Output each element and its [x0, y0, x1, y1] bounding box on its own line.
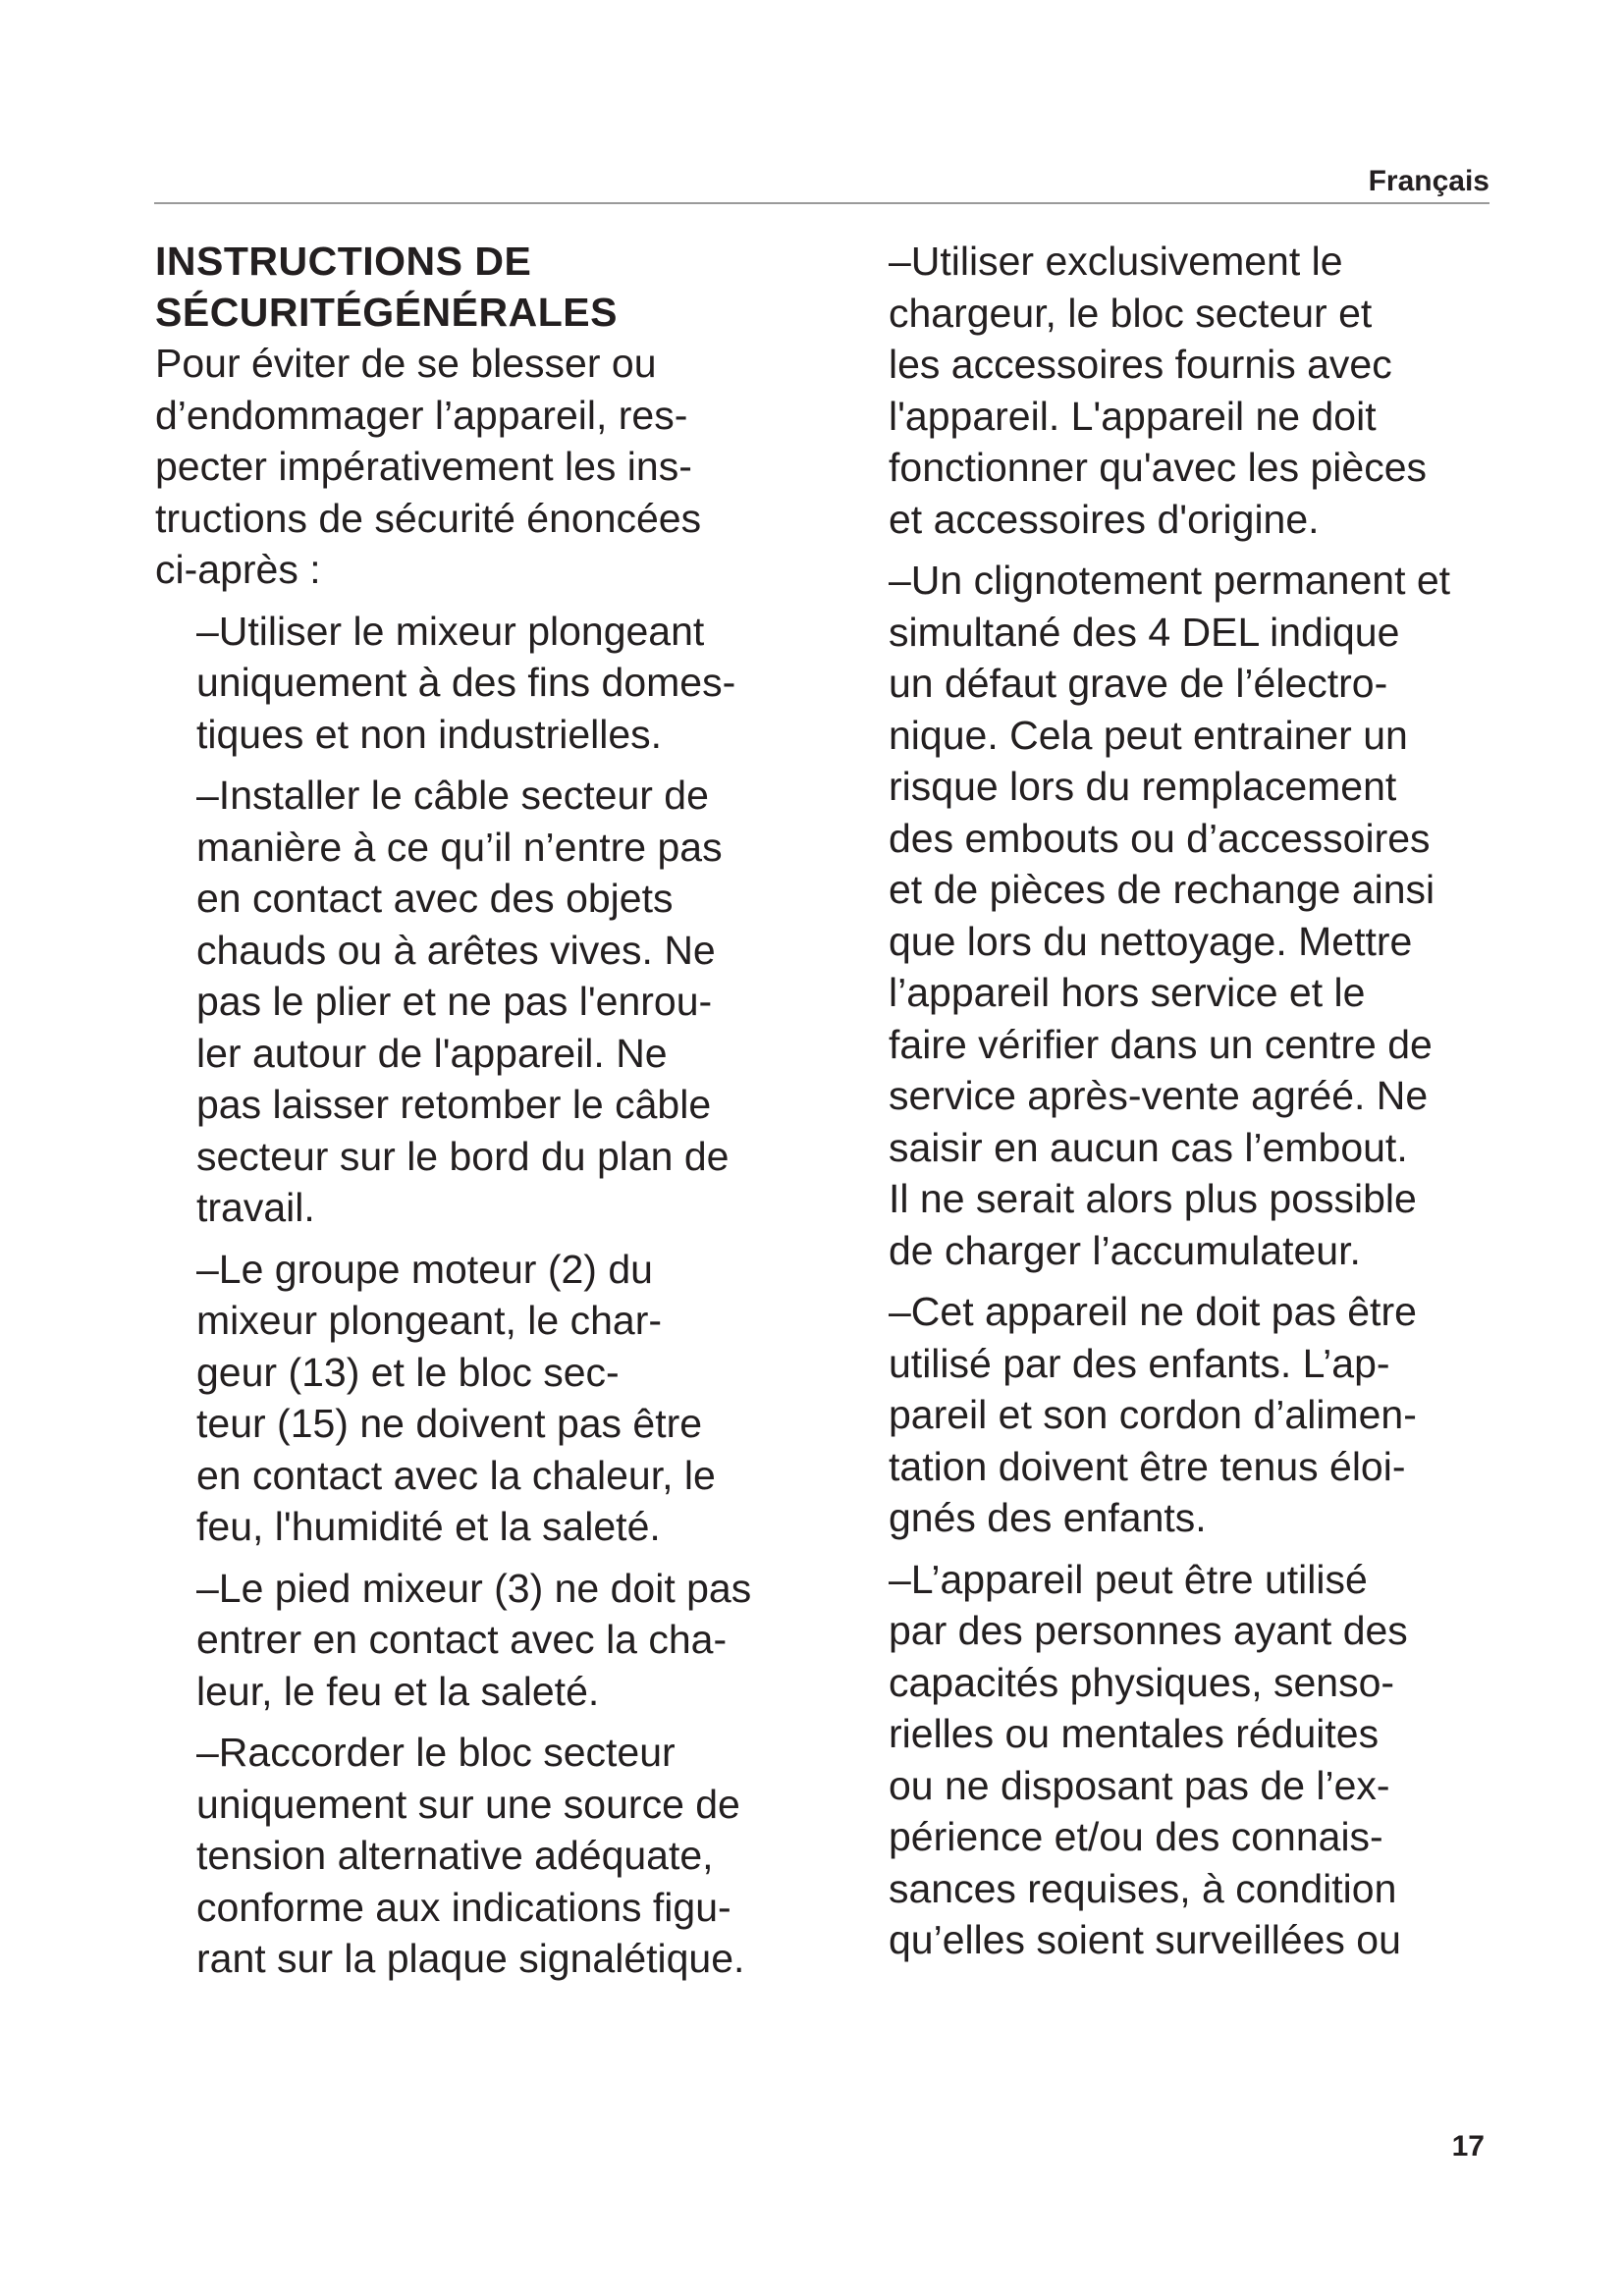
- text-line: secteur sur le bord du plan de: [196, 1133, 730, 1179]
- text-line: pecter impérativement les ins-: [155, 444, 692, 489]
- text-line: chargeur, le bloc secteur et: [889, 290, 1373, 336]
- right-items: [879, 236, 1507, 1966]
- text-line: qu’elles soient surveillées ou: [889, 1917, 1401, 1962]
- text-line: –Raccorder le bloc secteur: [196, 1730, 676, 1775]
- text-line: rielles ou mentales réduites: [889, 1711, 1380, 1756]
- text-line: ci-après :: [155, 547, 321, 592]
- text-line: tiques et non industrielles.: [196, 711, 663, 757]
- list-item: [879, 1286, 1507, 1544]
- text-line: l’appareil hors service et le: [889, 970, 1366, 1015]
- left-column: [155, 236, 833, 1995]
- text-line: par des personnes ayant des: [889, 1608, 1408, 1653]
- text-line: les accessoires fournis avec: [889, 342, 1392, 387]
- text-line: d’endommager l’appareil, res-: [155, 392, 688, 438]
- text-line: rant sur la plaque signalétique.: [196, 1936, 745, 1981]
- text-line: des embouts ou d’accessoires: [889, 815, 1431, 861]
- text-line: ou ne disposant pas de l’ex-: [889, 1762, 1390, 1808]
- text-line: pas laisser retomber le câble: [196, 1082, 712, 1127]
- text-line: de charger l’accumulateur.: [889, 1227, 1361, 1273]
- text-line: conforme aux indications figu-: [196, 1884, 731, 1930]
- text-line: ler autour de l'appareil. Ne: [196, 1030, 668, 1076]
- text-line: utilisé par des enfants. L’ap-: [889, 1340, 1390, 1386]
- text-line: tation doivent être tenus éloi-: [889, 1443, 1406, 1489]
- text-line: nique. Cela peut entrainer un: [889, 712, 1408, 758]
- text-line: gnés des enfants.: [889, 1495, 1207, 1540]
- language-header: Français: [1368, 165, 1489, 197]
- list-item: [155, 770, 833, 1234]
- text-line: –Utiliser le mixeur plongeant: [196, 608, 705, 654]
- text-line: –Le groupe moteur (2) du: [196, 1246, 653, 1292]
- list-item: [155, 1244, 833, 1553]
- list-item: [879, 236, 1507, 545]
- list-item: [879, 555, 1507, 1276]
- text-line: tructions de sécurité énoncées: [155, 495, 702, 541]
- text-line: et accessoires d'origine.: [889, 496, 1320, 542]
- text-line: entrer en contact avec la cha-: [196, 1617, 728, 1662]
- list-item: [879, 1554, 1507, 1966]
- list-item: [155, 1727, 833, 1985]
- text-line: risque lors du remplacement: [889, 764, 1397, 809]
- text-line: –Un clignotement permanent et: [889, 558, 1451, 603]
- text-line: uniquement à des fins domes-: [196, 660, 736, 705]
- page-number: 17: [1451, 2130, 1485, 2163]
- text-line: saisir en aucun cas l’embout.: [889, 1124, 1408, 1170]
- text-line: uniquement sur une source de: [196, 1781, 740, 1827]
- text-line: service après-vente agréé. Ne: [889, 1073, 1429, 1118]
- text-line: capacités physiques, senso-: [889, 1659, 1395, 1705]
- text-line: tension alternative adéquate,: [196, 1833, 714, 1878]
- text-line: –L’appareil peut être utilisé: [889, 1556, 1368, 1602]
- text-line: en contact avec des objets: [196, 876, 674, 921]
- left-items: [155, 606, 833, 1985]
- text-line: que lors du nettoyage. Mettre: [889, 918, 1413, 964]
- text-line: pas le plier et ne pas l'enrou-: [196, 979, 713, 1024]
- text-line: geur (13) et le bloc sec-: [196, 1349, 620, 1395]
- text-line: l'appareil. L'appareil ne doit: [889, 393, 1377, 439]
- text-line: fonctionner qu'avec les pièces: [889, 445, 1427, 490]
- text-line: faire vérifier dans un centre de: [889, 1021, 1433, 1067]
- text-line: –Cet appareil ne doit pas être: [889, 1289, 1417, 1334]
- list-item: [155, 1563, 833, 1718]
- text-line: chauds ou à arêtes vives. Ne: [196, 927, 716, 973]
- header-rule: [154, 202, 1489, 204]
- text-line: un défaut grave de l’électro-: [889, 661, 1388, 706]
- text-line: pareil et son cordon d’alimen-: [889, 1392, 1417, 1437]
- section-title: [155, 236, 833, 338]
- text-line: feu, l'humidité et la saleté.: [196, 1504, 661, 1549]
- title-line: SÉCURITÉGÉNÉRALES: [155, 290, 618, 335]
- text-line: Pour éviter de se blesser ou: [155, 341, 657, 386]
- text-line: en contact avec la chaleur, le: [196, 1452, 716, 1498]
- list-item: [155, 606, 833, 761]
- intro-paragraph: [155, 338, 833, 596]
- text-line: –Installer le câble secteur de: [196, 773, 709, 818]
- text-line: manière à ce qu’il n’entre pas: [196, 824, 723, 870]
- text-line: simultané des 4 DEL indique: [889, 609, 1400, 655]
- text-line: et de pièces de rechange ainsi: [889, 867, 1435, 912]
- text-line: Il ne serait alors plus possible: [889, 1176, 1417, 1221]
- text-line: –Le pied mixeur (3) ne doit pas: [196, 1565, 752, 1611]
- text-line: travail.: [196, 1185, 315, 1230]
- text-line: sances requises, à condition: [889, 1865, 1397, 1911]
- text-line: leur, le feu et la saleté.: [196, 1668, 600, 1714]
- text-line: périence et/ou des connais-: [889, 1814, 1383, 1859]
- title-line: INSTRUCTIONS DE: [155, 239, 532, 284]
- text-line: –Utiliser exclusivement le: [889, 239, 1343, 284]
- right-column: [879, 236, 1507, 1976]
- text-line: teur (15) ne doivent pas être: [196, 1401, 703, 1446]
- text-line: mixeur plongeant, le char-: [196, 1298, 663, 1343]
